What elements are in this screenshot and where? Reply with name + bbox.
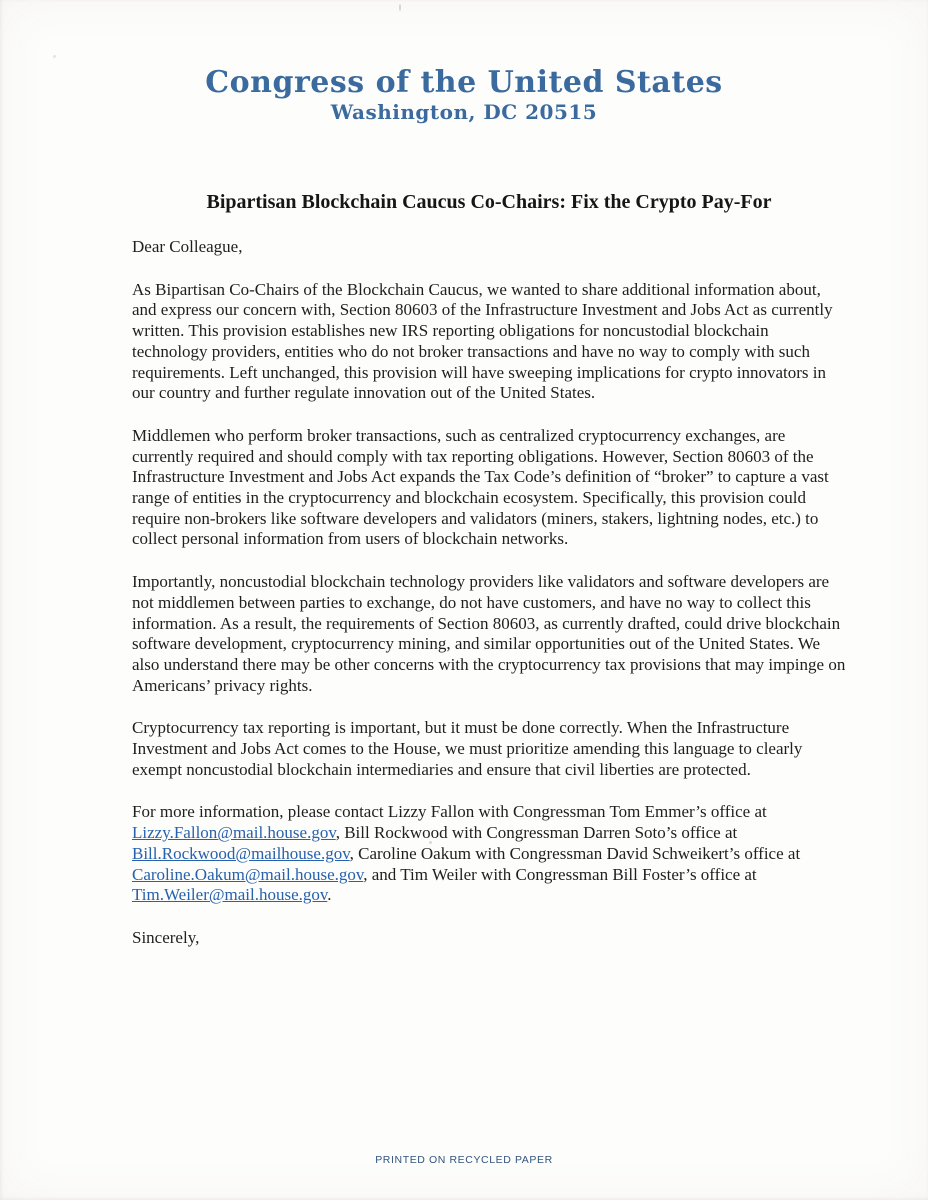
scan-artifact [399, 4, 401, 11]
letterhead-title: Congress of the United States [205, 65, 723, 100]
contact-text: For more information, please contact Lizzy Fallon with Congressman Tom Emmer’s office at [132, 802, 767, 822]
contact-text: , and Tim Weiler with Congressman Bill Foster’s office at [363, 864, 757, 884]
email-link-tim-weiler[interactable]: Tim.Weiler@mail.house.gov [132, 885, 328, 905]
letter-title: Bipartisan Blockchain Caucus Co-Chairs: Fix the Crypto Pay-For [206, 191, 772, 213]
contact-text: , Caroline Oakum with Congressman David Schweikert’s office at [349, 843, 801, 863]
email-link-lizzy-fallon[interactable]: Lizzy.Fallon@mail.house.gov [132, 823, 336, 843]
scan-artifact [53, 55, 56, 58]
contact-paragraph [132, 802, 846, 906]
letterhead-address: Washington, DC 20515 [330, 100, 598, 124]
email-link-bill-rockwood[interactable]: Bill.Rockwood@mailhouse.gov [132, 843, 350, 863]
letter-body [132, 237, 846, 949]
closing: Sincerely, [132, 927, 200, 947]
contact-text: . [327, 885, 332, 905]
congress-letterhead [0, 66, 928, 124]
paragraph-2: Middlemen who perform broker transactions, such as centralized cryptocurrency exchanges, are currently required and should comply with tax reporting obligations. However, Section 80603 of the Infrastructure Investment and Jobs Act expands the Tax Code’s definition of “broker” to capture a vast range of entities in the cryptocurrency and blockchain ecosystem. Specifically, this provision could require non-brokers like software developers and validators (miners, stakers, lightning nodes, etc.) to collect personal information from users of blockchain networks. [132, 425, 829, 549]
paragraph-1: As Bipartisan Co-Chairs of the Blockchain Caucus, we wanted to share additional information about, and express our concern with, Section 80603 of the Infrastructure Investment and Jobs Act as currently written. This provision establishes new IRS reporting obligations for noncustodial blockchain technology providers, entities who do not broker transactions and have no way to comply with such requirements. Left unchanged, this provision will have sweeping implications for crypto innovators in our country and further regulate innovation out of the United States. [132, 279, 833, 403]
salutation: Dear Colleague, [132, 237, 243, 256]
email-link-caroline-oakum[interactable]: Caroline.Oakum@mail.house.gov [132, 864, 364, 884]
paragraph-3: Importantly, noncustodial blockchain technology providers like validators and software developers are not middlemen between parties to exchange, do not have customers, and have no way to collect this information. As a result, the requirements of Section 80603, as currently drafted, could drive blockchain software development, cryptocurrency mining, and similar opportunities out of the United States. We also understand there may be other concerns with the cryptocurrency tax provisions that may impinge on Americans’ privacy rights. [132, 572, 846, 695]
contact-text: , Bill Rockwood with Congressman Darren Soto’s office at [335, 823, 738, 843]
paragraph-4: Cryptocurrency tax reporting is important, but it must be done correctly. When the Infrastructure Investment and Jobs Act comes to the House, we must prioritize amending this language to clearly exempt noncustodial blockchain intermediaries and ensure that civil liberties are protected. [132, 718, 803, 779]
recycled-paper-notice: PRINTED ON RECYCLED PAPER [375, 1154, 553, 1166]
